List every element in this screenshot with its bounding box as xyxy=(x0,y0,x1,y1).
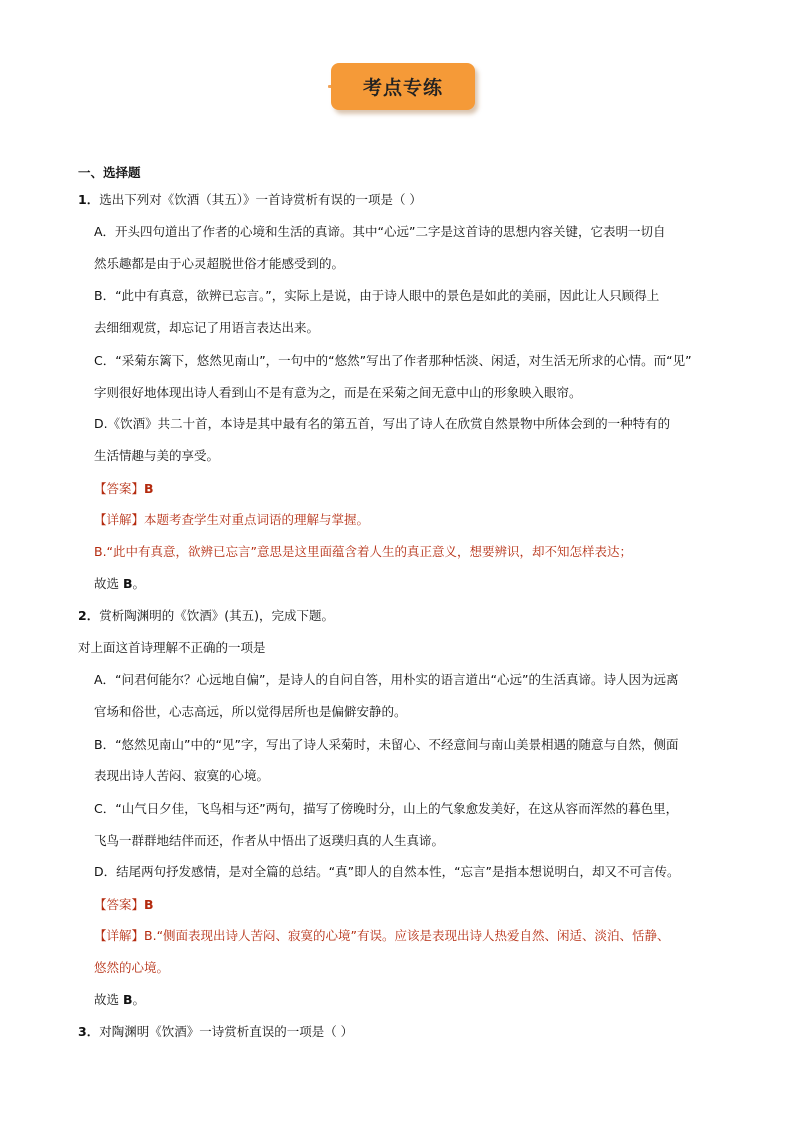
detail-text: B.“侧面表现出诗人苦闷、寂寞的心境”有误。应该是表现出诗人热爱自然、闲适、淡泊、恬静、 xyxy=(144,928,670,943)
badge-title: 考点专练 xyxy=(331,63,475,110)
answer-tag: 【答案】 xyxy=(94,897,145,912)
q2-option-a-line2: 官场和俗世，心志高远，所以觉得居所也是偏僻安静的。 xyxy=(94,704,407,719)
q2-option-c-line2: 飞鸟一群群地结伴而还，作者从中悟出了返璞归真的人生真谛。 xyxy=(94,833,445,848)
choose-letter: B xyxy=(122,576,133,591)
q2-option-b-line1: B．“悠然见南山”中的“见”字，写出了诗人采菊时，未留心、不经意间与南山美景相遇的随意与自然，侧面 xyxy=(94,737,679,752)
q2-detail-line2: 悠然的心境。 xyxy=(94,960,170,975)
question-2-stem xyxy=(78,608,334,624)
q2-option-b-line2: 表现出诗人苦闷、寂寞的心境。 xyxy=(94,768,270,783)
question-text: 对陶渊明《饮酒》一诗赏析直误的一项是（ ） xyxy=(99,1024,354,1039)
q1-option-d-line2: 生活情趣与美的享受。 xyxy=(94,448,220,463)
q2-detail xyxy=(94,928,670,944)
detail-tag: 【详解】 xyxy=(94,512,145,527)
q2-option-c-line1: C．“山气日夕佳，飞鸟相与还”两句，描写了傍晚时分，山上的气象愈发美好，在这从容而浑然的暮色里， xyxy=(94,801,679,816)
section-badge xyxy=(331,63,475,110)
q2-option-a-line1: A．“问君何能尔？心远地自偏”，是诗人的自问自答，用朴实的语言道出“心远”的生活真谛。诗人因为远离 xyxy=(94,672,679,687)
question-number: 1． xyxy=(78,192,100,207)
question-number: 2． xyxy=(78,608,100,623)
choose-prefix: 故选 xyxy=(94,992,123,1007)
q1-detail-line2: B.“此中有真意，欲辨已忘言”意思是这里面蕴含着人生的真正意义，想要辨识，却不知怎样表达； xyxy=(94,544,633,559)
answer-value: B xyxy=(144,897,154,912)
detail-text: 本题考查学生对重点词语的理解与掌握。 xyxy=(144,512,370,527)
q1-detail xyxy=(94,512,369,528)
section-heading: 一、选择题 xyxy=(78,165,141,180)
q1-option-b-line1: B．“此中有真意，欲辨已忘言。”，实际上是说，由于诗人眼中的景色是如此的美丽，因此让人只顾得上 xyxy=(94,288,660,303)
q1-option-a-line2: 然乐趣都是由于心灵超脱世俗才能感受到的。 xyxy=(94,256,345,271)
q1-choose xyxy=(94,576,145,592)
question-3-stem xyxy=(78,1024,353,1040)
question-text: 赏析陶渊明的《饮酒》(其五)，完成下题。 xyxy=(99,608,334,623)
answer-tag: 【答案】 xyxy=(94,481,145,496)
question-number: 3． xyxy=(78,1024,100,1039)
q1-answer xyxy=(94,481,154,497)
answer-value: B xyxy=(144,481,154,496)
choose-suffix: 。 xyxy=(132,992,146,1007)
q1-option-c-line1: C．“采菊东篱下，悠然见南山”，一句中的“悠然”写出了作者那种恬淡、闲适，对生活无所求的心情。而“见” xyxy=(94,353,692,368)
q2-subquestion: 对上面这首诗理解不正确的一项是 xyxy=(78,640,266,655)
choose-letter: B xyxy=(122,992,133,1007)
q1-option-d-line1: D.《饮酒》共二十首，本诗是其中最有名的第五首，写出了诗人在欣赏自然景物中所体会到的一种特有的 xyxy=(94,416,671,431)
detail-tag: 【详解】 xyxy=(94,928,145,943)
choose-prefix: 故选 xyxy=(94,576,123,591)
q1-option-b-line2: 去细细观赏，却忘记了用语言表达出来。 xyxy=(94,320,320,335)
q2-answer xyxy=(94,897,154,913)
question-1-stem xyxy=(78,192,422,208)
q2-option-d-line1: D．结尾两句抒发感情，是对全篇的总结。“真”即人的自然本性，“忘言”是指本想说明白，却又不可言传。 xyxy=(94,864,680,879)
q2-choose xyxy=(94,992,145,1008)
choose-suffix: 。 xyxy=(132,576,146,591)
q1-option-a-line1: A．开头四句道出了作者的心境和生活的真谛。其中“心远”二字是这首诗的思想内容关键，它表明一切自 xyxy=(94,224,666,239)
q1-option-c-line2: 字则很好地体现出诗人看到山不是有意为之，而是在采菊之间无意中山的形象映入眼帘。 xyxy=(94,385,582,400)
question-text: 选出下列对《饮酒（其五）》一首诗赏析有误的一项是（ ） xyxy=(99,192,422,207)
